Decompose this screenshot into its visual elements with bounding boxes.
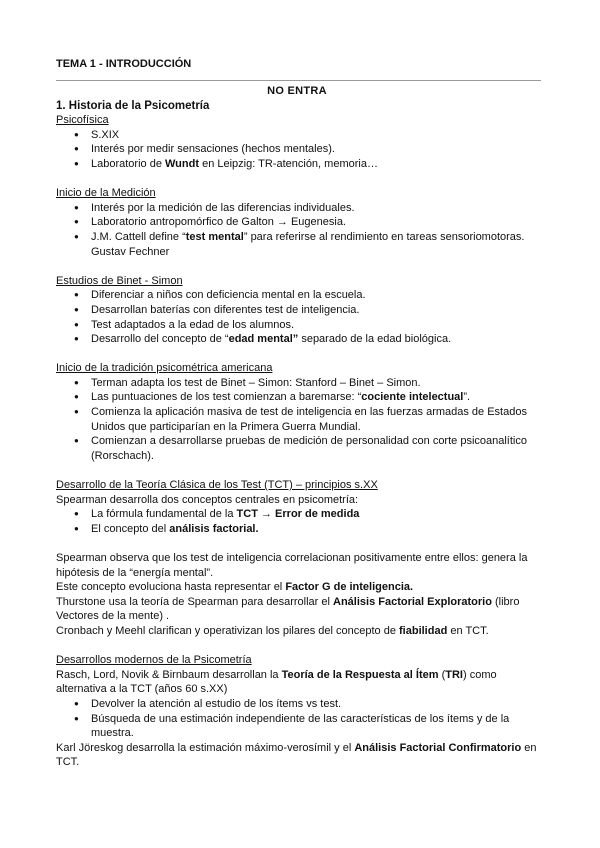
section-heading: 1. Historia de la Psicometría [56,99,210,112]
bold-text: Wundt [165,157,200,170]
list-item: ● Diferenciar a niños con deficiencia mental en la escuela. [56,288,538,303]
paragraph: Spearman observa que los test de inteligencia correlacionan positivamente entre ellos: genera la hipótesis de la “energía mental”. [56,552,528,579]
list-item: ● Test adaptados a la edad de los alumnos. [56,318,538,333]
subheading-modernos: Desarrollos modernos de la Psicometría [56,654,252,667]
bold-text: test mental [185,230,244,243]
list-item: ● Desarrollo del concepto de “edad mental” separado de la edad biológica. [56,332,538,347]
list-item: ● El concepto del análisis factorial. [56,522,538,537]
list-item: ● Interés por medir sensaciones (hechos mentales). [56,142,538,157]
subheading-psicofisica: Psicofísica [56,114,109,127]
list-item: ● Comienzan a desarrollarse pruebas de medición de personalidad con corte psicoanalítico (Rorschach). [56,434,538,463]
list-item: ● Desarrollan baterías con diferentes test de inteligencia. [56,303,538,318]
bold-text: análisis factorial. [169,522,259,535]
list-item: ● S.XIX [56,128,538,143]
bold-text: TRI [445,668,463,681]
bold-text: Teoría de la Respuesta al Ítem [281,668,439,681]
document-body [56,84,538,770]
list-item: ● Laboratorio de Wundt en Leipzig: TR-atención, memoria… [56,157,538,172]
subheading-binet: Estudios de Binet - Simon [56,274,183,287]
bold-text: fiabilidad [399,624,448,637]
list-tct [56,507,538,536]
paragraph: Este concepto evoluciona hasta representar el Factor G de inteligencia. [56,581,414,594]
subheading-americana: Inicio de la tradición psicométrica americana [56,362,273,375]
bold-text: Análisis Factorial Exploratorio [333,595,492,608]
list-item: ● J.M. Cattell define “test mental” para referirse al rendimiento en tareas sensoriomotoras. Gustav Fechner [56,230,538,259]
no-entra-label: NO ENTRA [267,85,327,97]
bold-text: Análisis Factorial Confirmatorio [354,741,522,754]
list-item: ● La fórmula fundamental de la TCT → Error de medida [56,507,538,522]
document-title: TEMA 1 - INTRODUCCIÓN [56,58,192,70]
subheading-medicion: Inicio de la Medición [56,187,156,200]
bold-text: TCT → Error de medida [236,508,360,521]
list-item: ● Interés por la medición de las diferencias individuales. [56,201,538,216]
list-item: ● Devolver la atención al estudio de los ítems vs test. [56,697,538,712]
list-americana [56,376,538,464]
subheading-tct: Desarrollo de la Teoría Clásica de los Test (TCT) – principios s.XX [56,479,378,492]
list-medicion [56,201,538,259]
horizontal-rule [56,80,541,81]
bold-text: cociente intelectual [361,391,464,404]
list-item: ● Búsqueda de una estimación independiente de las características de los ítems y de la muestra. [56,712,538,741]
list-item: ● Las puntuaciones de los test comienzan a baremarse: “cociente intelectual”. [56,390,538,405]
paragraph: Karl Jöreskog desarrolla la estimación máximo-verosímil y el Análisis Factorial Confirmatorio en TCT. [56,741,537,769]
list-psicofisica [56,128,538,172]
list-item: ● Comienza la aplicación masiva de test de inteligencia en las fuerzas armadas de Estados Unidos que participarían en la Primera Guerra Mundial. [56,405,538,434]
paragraph: Rasch, Lord, Novik & Birnbaum desarrollan la Teoría de la Respuesta al Ítem (TRI) como alternativa a la TCT (años 60 s.XX) [56,668,497,696]
bold-text: edad mental” [228,333,299,346]
paragraph: Cronbach y Meehl clarifican y operativizan los pilares del concepto de fiabilidad en TCT. [56,624,489,637]
paragraph: Thurstone usa la teoría de Spearman para desarrollar el Análisis Factorial Exploratorio (libro Vectores de la mente) . [56,595,520,623]
list-item: ● Terman adapta los test de Binet – Simon: Stanford – Binet – Simon. [56,376,538,391]
paragraph: Spearman desarrolla dos conceptos centrales en psicometría: [56,493,359,506]
list-modernos [56,697,538,741]
list-item: ● Laboratorio antropomórfico de Galton → Eugenesia. [56,215,538,230]
list-binet [56,288,538,346]
bold-text: Factor G de inteligencia. [285,581,414,594]
